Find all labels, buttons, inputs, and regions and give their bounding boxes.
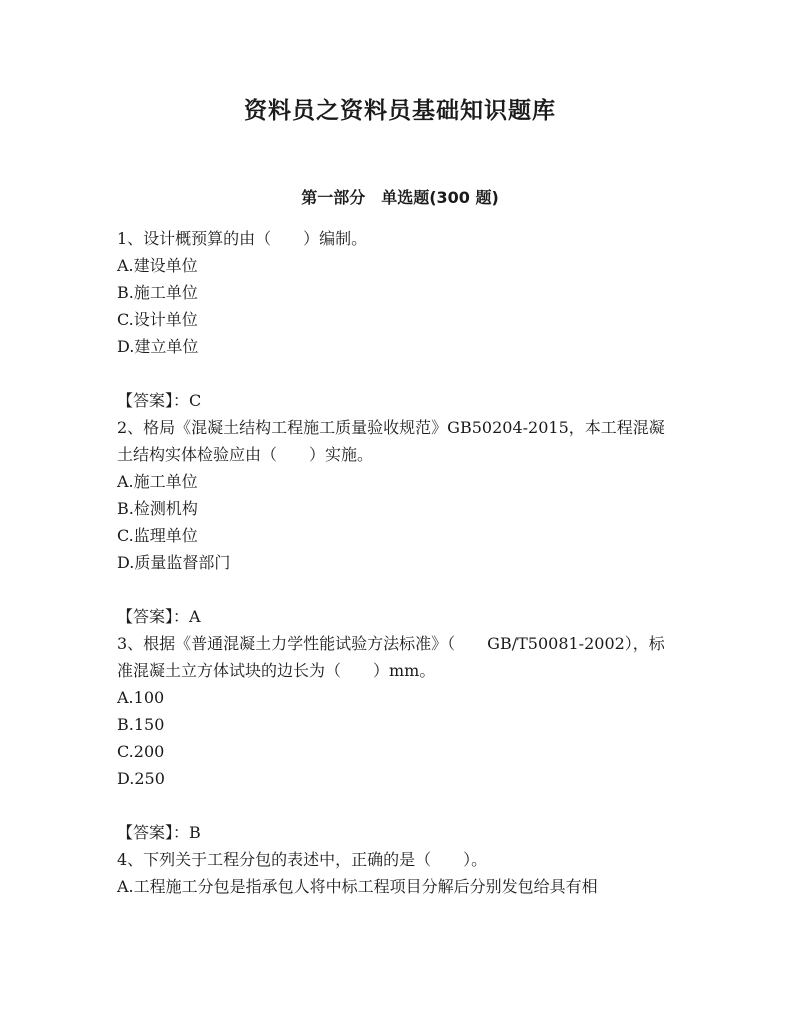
option-b: B.150 [117, 715, 165, 734]
answer-line: 【答案】：C [117, 391, 202, 410]
question-3 [117, 630, 683, 846]
question-stem: 3、根据《普通混凝土力学性能试验方法标准》（ GB/T50081-2002），标准混凝土立方体试块的边长为（ ）mm。 [117, 634, 665, 680]
document-title: 资料员之资料员基础知识题库 [244, 98, 556, 124]
option-a: A.建设单位 [117, 256, 198, 275]
answer-line: 【答案】：A [117, 607, 201, 626]
section-title: 第一部分 单选题(300 题) [301, 188, 499, 207]
option-a: A.100 [117, 688, 165, 707]
option-a: A.工程施工分包是指承包人将中标工程项目分解后分别发包给具有相 [117, 877, 598, 896]
question-1 [117, 225, 683, 414]
option-d: D.质量监督部门 [117, 553, 231, 572]
option-c: C.设计单位 [117, 310, 198, 329]
question-stem: 4、下列关于工程分包的表述中，正确的是（ ）。 [117, 850, 488, 869]
question-stem: 2、格局《混凝土结构工程施工质量验收规范》GB50204-2015，本工程混凝土结构实体检验应由（ ）实施。 [117, 418, 665, 464]
option-d: D.250 [117, 769, 165, 788]
question-4 [117, 846, 683, 900]
option-b: B.检测机构 [117, 499, 198, 518]
option-d: D.建立单位 [117, 337, 199, 356]
option-a: A.施工单位 [117, 472, 198, 491]
question-list [117, 225, 683, 900]
option-c: C.200 [117, 742, 165, 761]
question-2 [117, 414, 683, 630]
option-c: C.监理单位 [117, 526, 198, 545]
question-stem: 1、设计概预算的由（ ）编制。 [117, 229, 368, 248]
answer-line: 【答案】：B [117, 823, 201, 842]
option-b: B.施工单位 [117, 283, 198, 302]
